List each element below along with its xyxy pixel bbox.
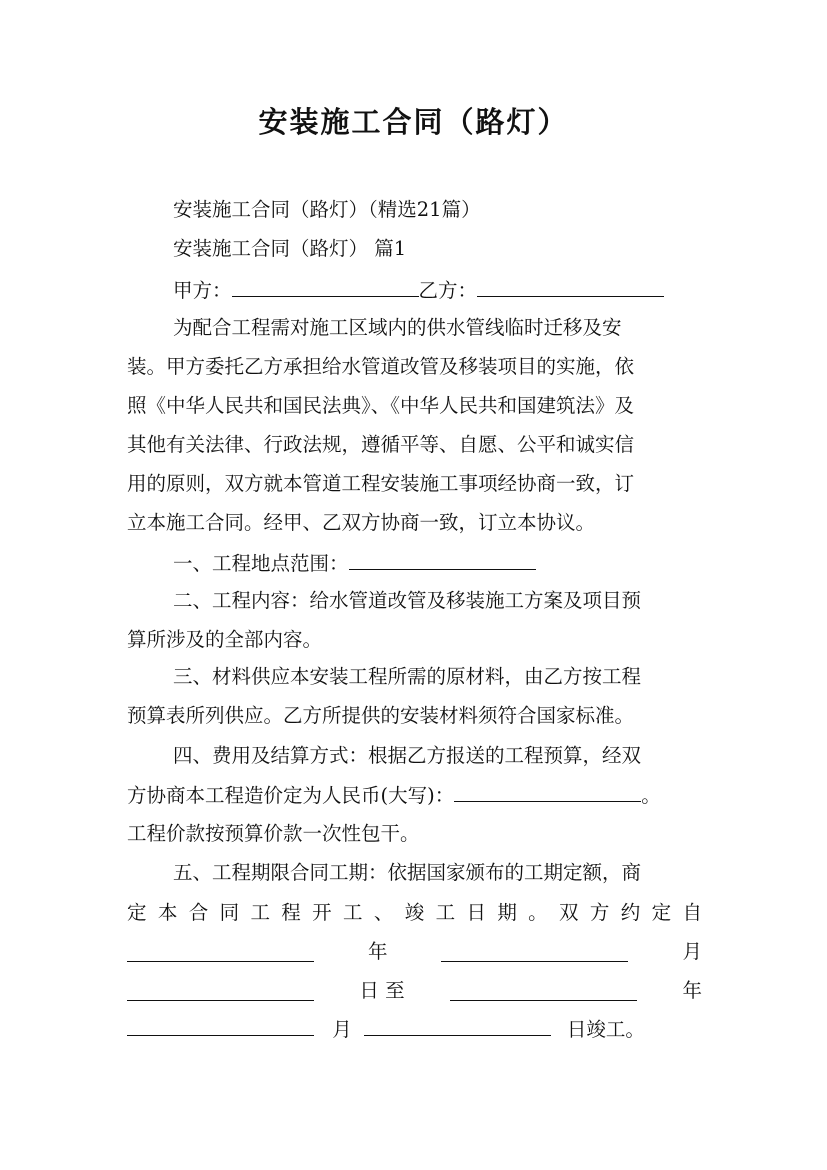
clause-4-text: 方协商本工程造价定为人民币(大写)： bbox=[127, 784, 455, 807]
spaced-char: 、 bbox=[373, 901, 394, 924]
start-year-blank bbox=[127, 960, 314, 962]
month-label: 月 bbox=[332, 1018, 352, 1041]
spaced-char: 工 bbox=[343, 901, 363, 924]
party-a-blank bbox=[232, 295, 419, 297]
end-day-blank bbox=[364, 1034, 551, 1036]
spaced-char: 同 bbox=[219, 901, 240, 924]
document-title: 安装施工合同（路灯） bbox=[258, 105, 569, 139]
date-line bbox=[127, 981, 702, 1001]
date-line bbox=[127, 942, 702, 962]
spaced-char: 方 bbox=[589, 901, 610, 924]
intro-line: 其他有关法律、行政法规，遵循平等、自愿、公平和诚实信 bbox=[127, 433, 635, 456]
date-line bbox=[127, 1020, 645, 1040]
spaced-char: 开 bbox=[312, 901, 332, 924]
location-blank bbox=[349, 568, 536, 570]
spaced-char: 定 bbox=[127, 901, 147, 924]
intro-line: 照《中华人民共和国民法典》、《中华人民共和国建筑法》及 bbox=[127, 394, 635, 417]
spaced-char: 程 bbox=[281, 901, 301, 924]
spaced-char: 工 bbox=[435, 901, 456, 924]
parties-line bbox=[173, 281, 664, 301]
clause-4-line: 四、费用及结算方式：根据乙方报送的工程预算，经双 bbox=[173, 744, 642, 767]
party-b-label: 乙方： bbox=[418, 279, 478, 302]
clause-1-text: 一、工程地点范围： bbox=[173, 552, 349, 575]
party-a-label: 甲方： bbox=[173, 279, 232, 302]
intro-line: 为配合工程需对施工区域内的供水管线临时迁移及安 bbox=[173, 316, 622, 339]
spaced-char: 双 bbox=[559, 901, 579, 924]
end-month-blank bbox=[127, 1034, 314, 1036]
clause-5-spaced-line bbox=[127, 903, 702, 923]
spaced-char: 合 bbox=[188, 901, 209, 924]
spaced-char: 竣 bbox=[404, 901, 425, 924]
spaced-char: 本 bbox=[157, 901, 178, 924]
year-label: 年 bbox=[682, 979, 702, 1002]
spaced-char: 工 bbox=[250, 901, 270, 924]
day-to-label: 日 至 bbox=[359, 979, 405, 1002]
spaced-char: 日 bbox=[466, 901, 486, 924]
price-blank bbox=[454, 800, 641, 802]
clause-4-line: 工程价款按预算价款一次性包干。 bbox=[127, 822, 420, 845]
start-month-blank bbox=[441, 960, 628, 962]
start-day-blank bbox=[127, 999, 314, 1001]
clause-2-line: 算所涉及的全部内容。 bbox=[127, 628, 323, 651]
intro-line: 装。甲方委托乙方承担给水管道改管及移装项目的实施，依 bbox=[127, 355, 635, 378]
year-label: 年 bbox=[367, 940, 388, 963]
subtitle: 安装施工合同（路灯）（精选21篇） bbox=[173, 198, 481, 221]
clause-4-end: 。 bbox=[641, 784, 661, 807]
clause-4-line bbox=[127, 786, 661, 806]
clause-5-line: 五、工程期限合同工期：依据国家颁布的工期定额，商 bbox=[173, 861, 642, 884]
end-year-blank bbox=[450, 999, 637, 1001]
spaced-char: 自 bbox=[682, 901, 702, 924]
intro-line: 立本施工合同。经甲、乙双方协商一致，订立本协议。 bbox=[127, 511, 596, 534]
spaced-char: 约 bbox=[620, 901, 641, 924]
section-heading: 安装施工合同（路灯） 篇1 bbox=[173, 237, 407, 260]
clause-2-line: 二、工程内容：给水管道改管及移装施工方案及项目预 bbox=[173, 589, 642, 612]
intro-line: 用的原则，双方就本管道工程安装施工事项经协商一致，订 bbox=[127, 472, 635, 495]
month-label: 月 bbox=[682, 940, 702, 963]
spaced-char: 期 bbox=[497, 901, 517, 924]
clause-3-line: 预算表所列供应。乙方所提供的安装材料须符合国家标准。 bbox=[127, 704, 635, 727]
clause-1 bbox=[173, 554, 536, 574]
spaced-char: 。 bbox=[528, 901, 548, 924]
clause-3-line: 三、材料供应本安装工程所需的原材料，由乙方按工程 bbox=[173, 665, 642, 688]
end-suffix: 日竣工。 bbox=[566, 1018, 645, 1041]
party-b-blank bbox=[477, 295, 664, 297]
spaced-char: 定 bbox=[651, 901, 672, 924]
